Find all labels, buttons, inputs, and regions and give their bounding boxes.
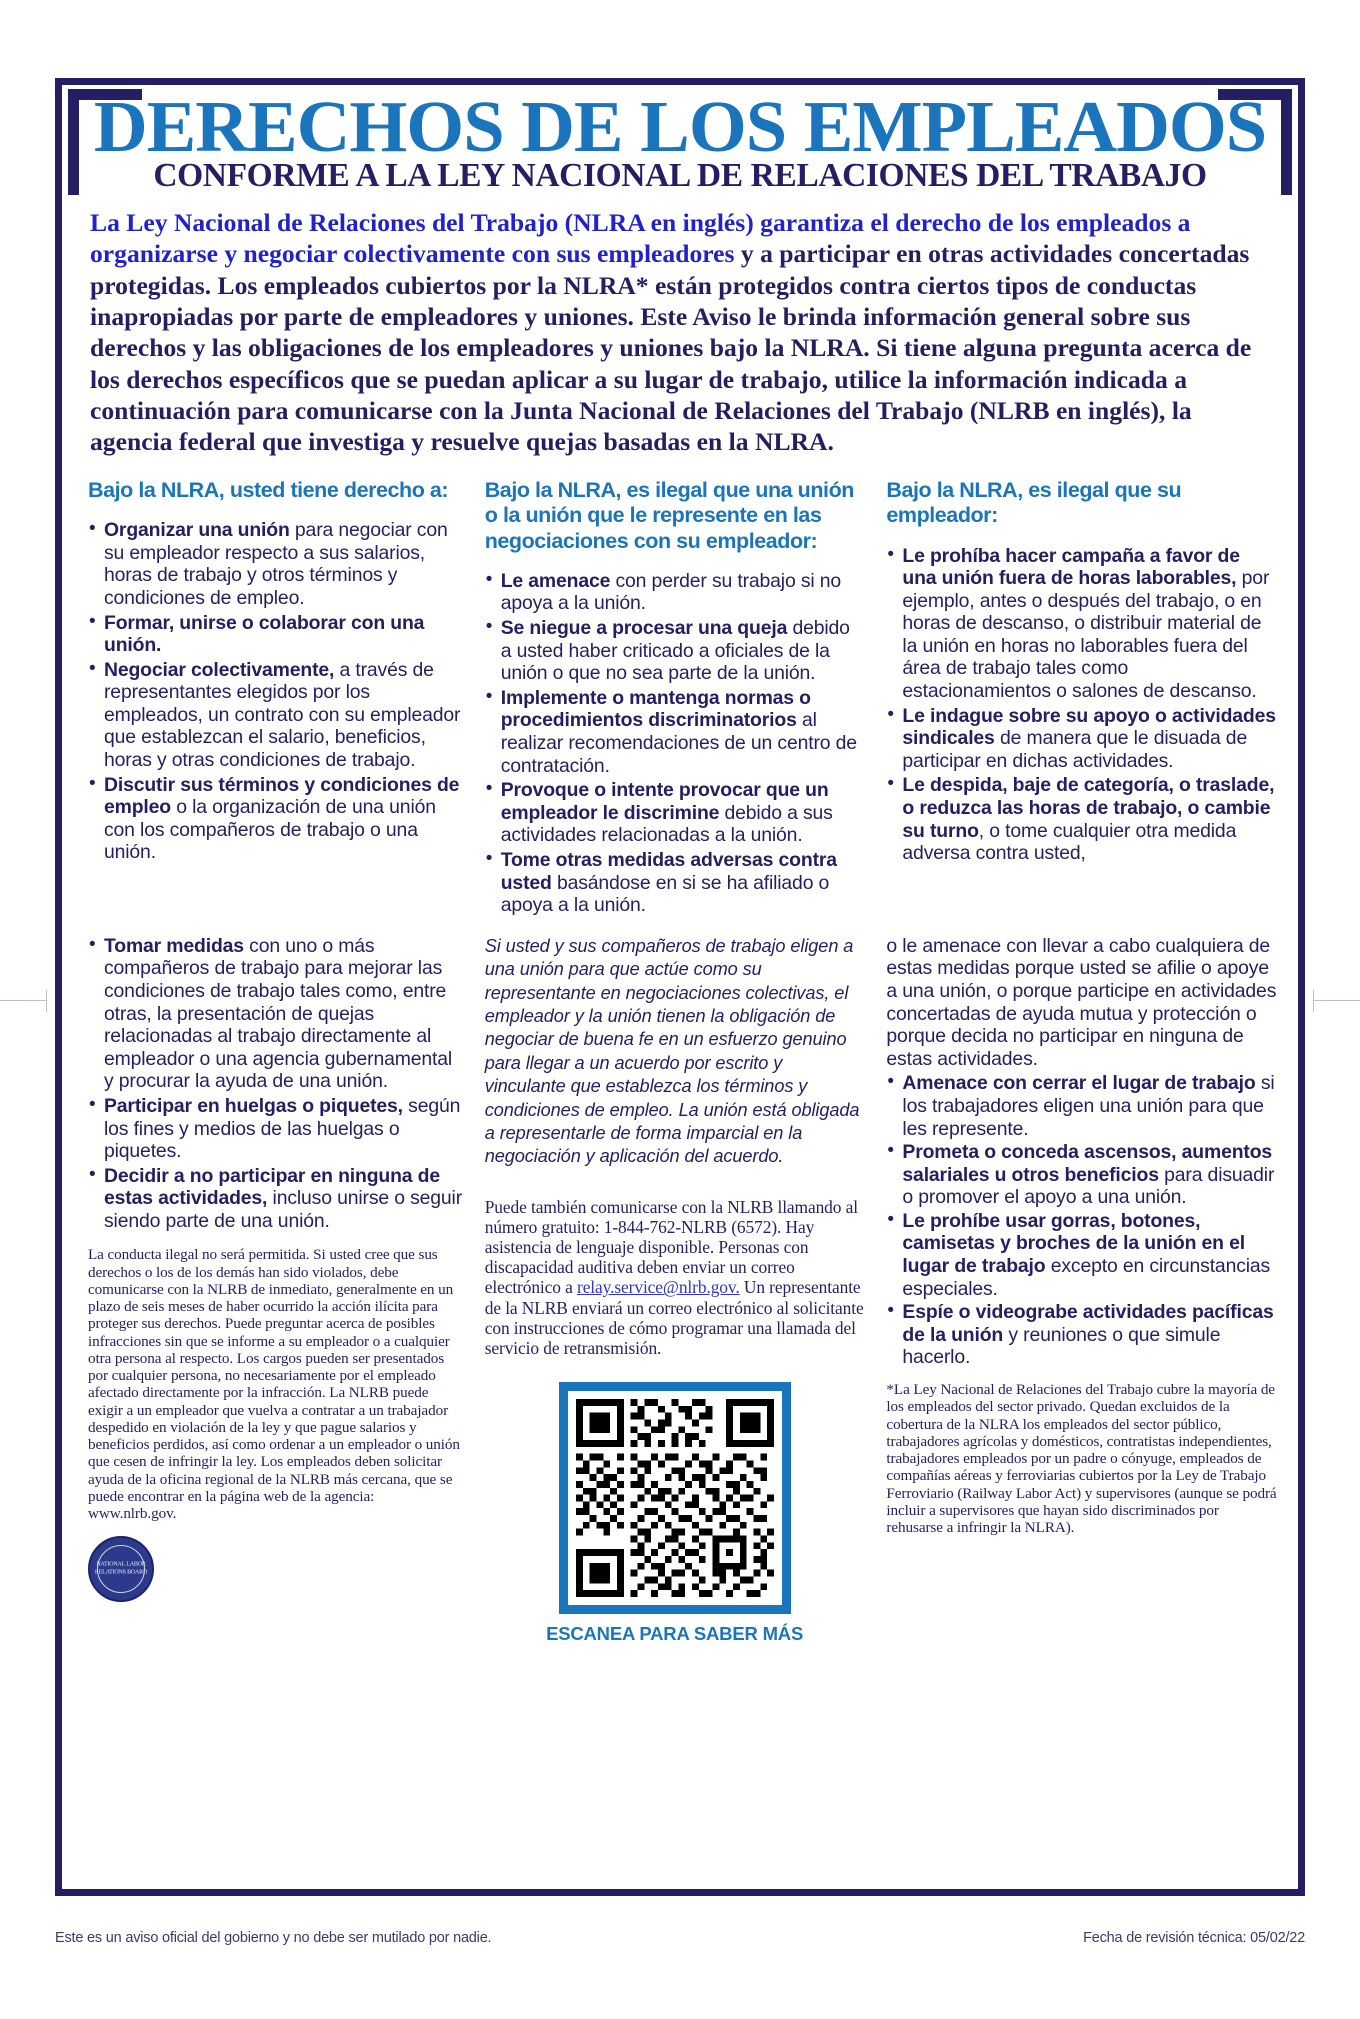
list-item: [886, 774, 1278, 864]
list-item-rest: para disuadir o promover el apoyo a una unión.: [902, 1163, 1275, 1209]
list-item: [886, 705, 1278, 773]
list-item-lead: Implemente o mantenga normas o procedimientos discriminatorios: [500, 686, 811, 732]
list-item: [88, 659, 463, 772]
list-item: [485, 687, 865, 777]
list-item-lead: Le amenace: [500, 569, 611, 592]
list-item-lead: Organizar una unión: [104, 519, 290, 542]
column3-bullet-list-lower: [886, 1072, 1278, 1369]
list-item-rest: incluso unirse o seguir siendo parte de una unión.: [104, 1187, 463, 1232]
list-item-rest: y reuniones o que simule hacerlo.: [902, 1323, 1221, 1369]
column-union-illegal: [485, 478, 887, 919]
list-item-rest: para negociar con su empleador respecto a sus salarios, horas de trabajo y otros términos y condiciones de empleo.: [104, 519, 448, 609]
list-item-lead: Le despida, baje de categoría, o traslade, o reduzca las horas de trabajo, o cambie su turno: [902, 774, 1275, 842]
crop-mark-right-vertical: [1313, 990, 1314, 1012]
seal-label: NATIONAL LABOR RELATIONS BOARD: [94, 1561, 148, 1576]
poster-frame: [55, 78, 1305, 1896]
list-item-lead: Tome otras medidas adversas contra usted: [500, 848, 837, 894]
list-item-rest: al realizar recomendaciones de un centro de contratación.: [500, 709, 857, 777]
list-item-lead: Se niegue a procesar una queja: [500, 617, 788, 640]
column1-heading: Bajo la NLRA, usted tiene derecho a:: [88, 477, 449, 502]
list-item-lead: Le prohíbe usar gorras, botones, camisetas y broches de la unión en el lugar de trabajo: [902, 1209, 1245, 1278]
column-employee-rights: [88, 478, 485, 919]
list-item: [886, 545, 1278, 703]
list-item-lead: Participar en huelgas o piquetes,: [104, 1094, 403, 1117]
list-item: [88, 519, 463, 609]
list-item: [485, 849, 865, 917]
list-item: [485, 779, 865, 847]
list-item-rest: según los fines y medios de las huelgas o piquetes.: [104, 1094, 461, 1163]
list-item: [88, 774, 463, 864]
list-item-lead: Negociar colectivamente,: [104, 658, 335, 681]
list-item-rest: o la organización de una unión con los compañeros de trabajo o una unión.: [104, 796, 436, 864]
list-item-lead: Amenace con cerrar el lugar de trabajo: [902, 1072, 1256, 1095]
list-item: [88, 935, 463, 1093]
column3-heading: Bajo la NLRA, es ilegal que su empleador:: [886, 477, 1182, 528]
list-item: [886, 1301, 1278, 1369]
column3-continuation: o le amenace con llevar a cabo cualquiera de estas medidas porque usted se afilie o apoye a una unión, o porque participe en actividades concertadas de ayuda mutua y protección o porque decida no participar en ninguna de estas actividades.: [886, 934, 1277, 1070]
column1-lower: [88, 935, 485, 1645]
list-item: [886, 1141, 1278, 1209]
list-item: [485, 617, 865, 685]
list-item-lead: Espíe o videograbe actividades pacíficas de la unión: [902, 1301, 1274, 1346]
page-subtitle: CONFORME A LA LEY NACIONAL DE RELACIONES DEL TRABAJO: [153, 156, 1207, 194]
footer-left-text: Este es un aviso oficial del gobierno y no debe ser mutilado por nadie.: [55, 1930, 492, 1946]
list-item-rest: debido a sus actividades relacionadas a la unión.: [500, 801, 833, 847]
list-item-lead: Tomar medidas: [104, 934, 244, 957]
contact-text-after-email: Un representante de la NLRB enviará un correo electrónico al solicitante con instrucciones de cómo programar una llamada del servicio de retransmisión.: [484, 1277, 864, 1358]
list-item-rest: debido a usted haber criticado a oficiales de la unión o que no sea parte de la unión.: [500, 617, 850, 685]
footer: [55, 1930, 1305, 1946]
column1-bullet-list-lower: [88, 935, 463, 1233]
intro-rest: y a participar en otras actividades concertadas protegidas. Los empleados cubiertos por la NLRA* están protegidos contra ciertos tipos de conductas inapropiadas por parte de empleadores y uniones. Este Aviso le brinda información general sobre sus derechos y las obligaciones de los empleadores y uniones bajo la NLRA. Si tiene alguna pregunta acerca de los derechos específicos que se puedan aplicar a su lugar de trabajo, utilice la información indicada a continuación para comunicarse con la Junta Nacional de Relaciones del Trabajo (NLRB en inglés), la agencia federal que investiga y resuelve quejas basadas en la NLRA.: [90, 239, 1252, 457]
list-item-rest: a través de representantes elegidos por los empleados, un contrato con su empleador que establezcan el salario, beneficios, horas y otras condiciones de trabajo.: [104, 658, 461, 772]
list-item: [886, 1210, 1278, 1300]
column1-bullet-list: [88, 519, 463, 864]
list-item-rest: de manera que le disuada de participar en dichas actividades.: [902, 727, 1248, 772]
column3-lower: [886, 935, 1278, 1645]
crop-mark-left: [0, 1000, 46, 1001]
list-item-rest: si los trabajadores eligen una unión para que les represente.: [902, 1072, 1275, 1140]
list-item-rest: basándose en si se ha afiliado o apoya a la unión.: [500, 871, 830, 917]
list-item-rest: excepto en circunstancias especiales.: [902, 1255, 1271, 1300]
contact-text-before-email: Puede también comunicarse con la NLRB llamando al número gratuito: 1-844-762-NLRB (6572). Hay asistencia de lenguaje disponible. Personas con discapacidad auditiva deben enviar un correo electrónico a: [484, 1196, 858, 1298]
list-item: [88, 1165, 463, 1233]
list-item-lead: Le indague sobre su apoyo o actividades sindicales: [902, 704, 1276, 750]
masthead: [76, 85, 1284, 192]
list-item: [485, 570, 865, 615]
list-item: [88, 612, 463, 657]
column2-heading: Bajo la NLRA, es ilegal que una unión o la unión que le represente en las negociaciones con su empleador:: [484, 477, 854, 553]
column1-fine-print: La conducta ilegal no será permitida. Si usted cree que sus derechos o los de los demás han sido violados, debe comunicarse con la NLRB de inmediato, generalmente en un plazo de seis meses de haber ocurrido la acción ilícita para proteger sus derechos. Puede preguntar acerca de posibles infracciones sin que se informe a su empleador o a cualquier otra persona al respecto. Los cargos pueden ser presentados por cualquier persona, no necesariamente por el empleado afectado directamente por la infracción. La NLRB puede exigir a un empleador que vuelva a contratar a un trabajador despedido en violación de la ley y que pague salarios y beneficios perdidos, así como ordenar a un empleador o unión que cesen de infringir la ley. Los empleados deben solicitar ayuda de la oficina regional de la NLRB más cercana, que se puede encontrar en la página web de la agencia: www.nlrb.gov.: [88, 1246, 460, 1523]
list-item-rest: con perder su trabajo si no apoya a la unión.: [500, 569, 842, 615]
column-employer-illegal: [886, 478, 1278, 919]
nlrb-seal-icon: [88, 1536, 154, 1602]
page-title: DERECHOS DE LOS EMPLEADOS: [93, 86, 1267, 167]
intro-highlight: La Ley Nacional de Relaciones del Trabajo (NLRA en inglés) garantiza el derecho de los empleados a organizarse y negociar colectivamente con sus empleadores: [90, 208, 1191, 269]
list-item-lead: Le prohíba hacer campaña a favor de una unión fuera de horas laborables,: [902, 544, 1240, 590]
list-item: [886, 1072, 1278, 1140]
list-item-rest: por ejemplo, antes o después del trabajo, o en horas de descanso, o distribuir material de la unión en horas no laborables fuera del área de trabajo tales como estacionamientos o salones de descanso.: [902, 567, 1270, 703]
qr-section: [485, 1382, 865, 1645]
nlrb-contact-paragraph: [485, 1197, 865, 1359]
union-duty-note: Si usted y sus compañeros de trabajo eligen a una unión para que actúe como su representante en negociaciones colectivas, el empleador y la unión tienen la obligación de negociar de buena fe en un esfuerzo genuino para llegar a un acuerdo por escrito y vinculante que establezca los términos y condiciones de empleo. La unión está obligada a representarle de forma imparcial en la negociación y aplicación del acuerdo.: [484, 935, 860, 1167]
relay-service-email-link[interactable]: relay.service@nlrb.gov.: [577, 1277, 740, 1298]
crop-mark-left-vertical: [46, 990, 47, 1012]
list-item-lead: Prometa o conceda ascensos, aumentos salariales u otros beneficios: [902, 1141, 1273, 1186]
qr-code-inner: [568, 1391, 782, 1605]
column2-lower: [485, 935, 887, 1645]
columns-row-bottom: [88, 935, 1278, 1645]
column3-bullet-list: [886, 545, 1278, 865]
intro-paragraph: [90, 207, 1274, 458]
list-item-rest: con uno o más compañeros de trabajo para mejorar las condiciones de trabajo tales como, entre otras, la presentación de quejas relacionadas al trabajo directamente al empleador o una agencia gubernamental y procurar la ayuda de una unión.: [104, 934, 453, 1093]
list-item: [88, 1095, 463, 1163]
crop-mark-right: [1314, 1000, 1360, 1001]
footer-right-text: Fecha de revisión técnica: 05/02/22: [1083, 1930, 1305, 1946]
column2-bullet-list: [485, 570, 865, 917]
list-item-lead: Formar, unirse o colaborar con una unión.: [104, 611, 425, 657]
qr-code-icon: [576, 1399, 774, 1597]
qr-code-frame[interactable]: [559, 1382, 791, 1614]
list-item-lead: Provoque o intente provocar que un empleador le discrimine: [500, 779, 829, 824]
list-item-rest: , o tome cualquier otra medida adversa contra usted,: [902, 819, 1237, 865]
column3-footnote: *La Ley Nacional de Relaciones del Trabajo cubre la mayoría de los empleados del sector privado. Quedan excluidos de la cobertura de la NLRA los empleados del sector público, trabajadores agrícolas y domésticos, contratistas independientes, trabajadores empleados por un padre o cónyuge, empleados de compañías aéreas y ferroviarias cubiertos por la Ley de Trabajo Ferroviario (Railway Labor Act) y supervisores (aunque se podrá incluir a supervisores que hayan sido discriminados por rehusarse a infringir la NLRA).: [886, 1381, 1277, 1537]
list-item-lead: Discutir sus términos y condiciones de empleo: [104, 773, 460, 819]
list-item-lead: Decidir a no participar en ninguna de estas actividades,: [104, 1164, 441, 1210]
columns-row-top: [88, 478, 1278, 919]
qr-caption: ESCANEA PARA SABER MÁS: [546, 1623, 804, 1645]
